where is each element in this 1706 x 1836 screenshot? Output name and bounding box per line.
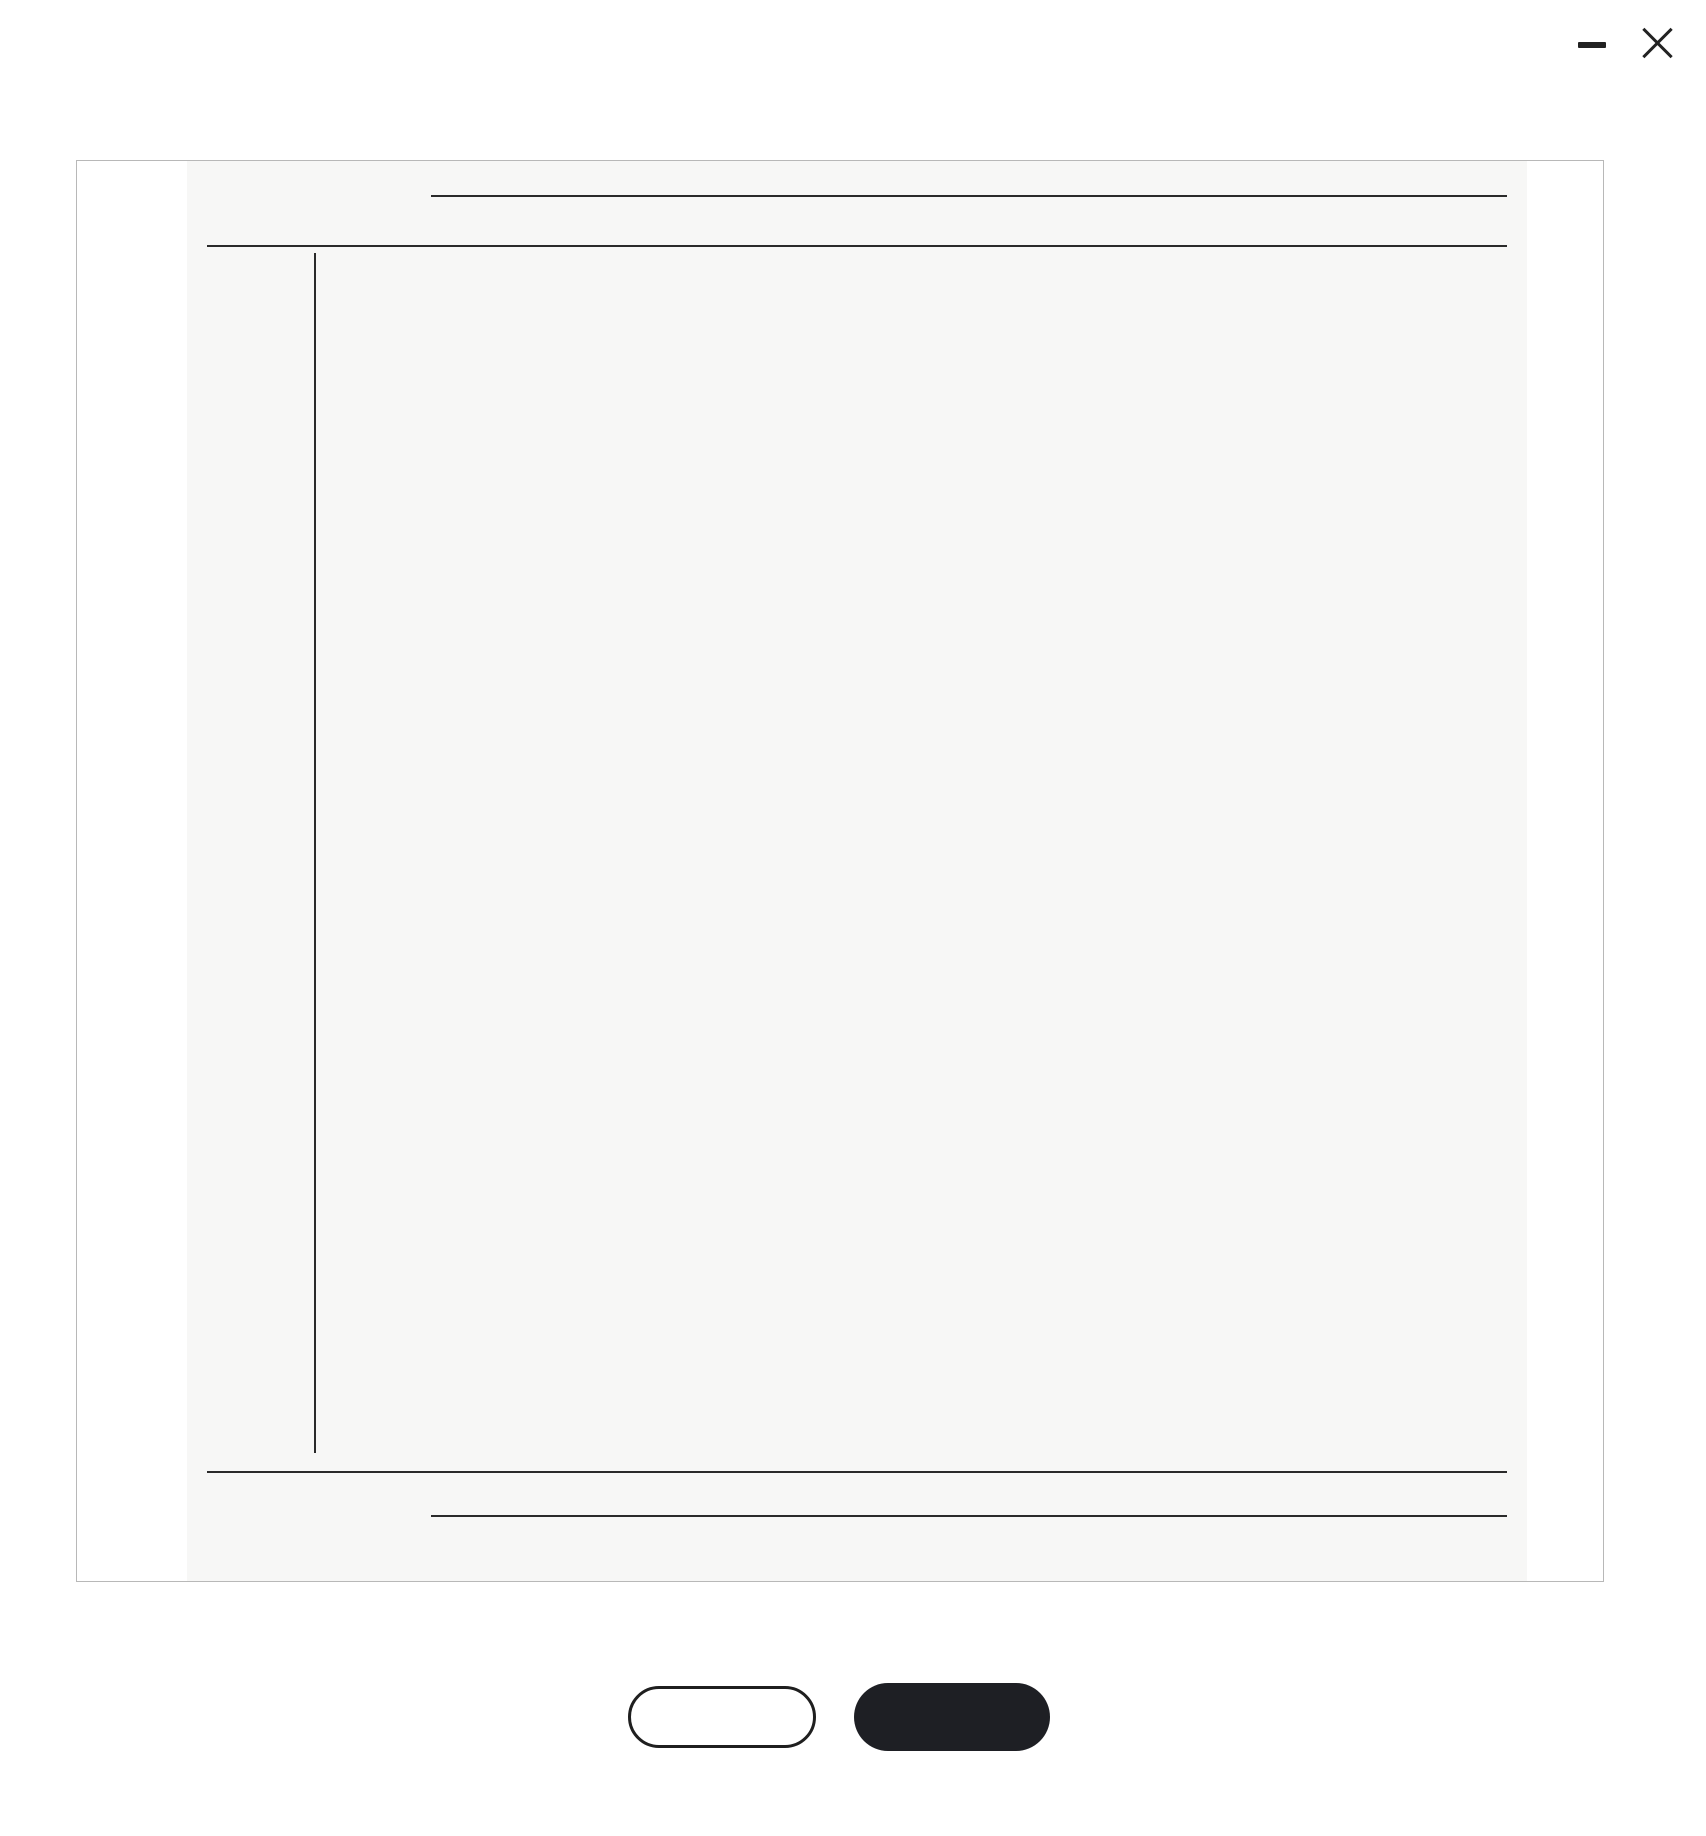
column-headers-top — [187, 203, 1527, 233]
minimize-button[interactable] — [1578, 22, 1606, 58]
column-headers-bottom — [187, 1479, 1527, 1509]
close-button[interactable] — [1638, 22, 1678, 62]
done-button[interactable] — [854, 1683, 1050, 1751]
footer-rule-bottom — [431, 1515, 1507, 1517]
footer-caption-2 — [187, 1559, 1527, 1577]
t-table-image — [187, 161, 1527, 1581]
print-button[interactable] — [628, 1686, 816, 1748]
footer-rule-top — [207, 1471, 1507, 1473]
df-column-divider — [314, 253, 316, 1453]
header-rule-bottom — [207, 245, 1507, 247]
table-frame[interactable] — [76, 160, 1604, 1582]
header-rule-top — [431, 195, 1507, 197]
minimize-icon — [1578, 42, 1606, 48]
